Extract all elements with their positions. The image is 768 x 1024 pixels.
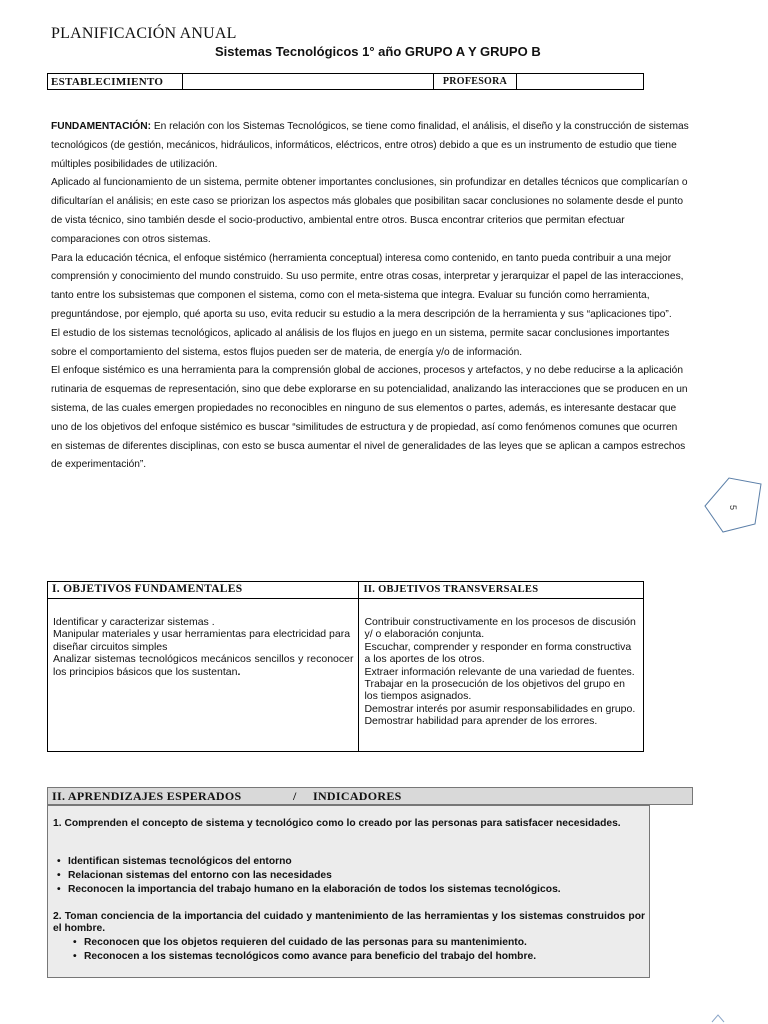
indicator-item: • Reconocen que los objetos requieren del cuidado de las personas para su mantenimiento. <box>84 937 527 949</box>
aprendizajes-header-left: II. APRENDIZAJES ESPERADOS <box>52 789 242 803</box>
list-item: Manipular materiales y usar herramientas para electricidad para diseñar circuitos simples <box>53 628 351 653</box>
list-item-text: Analizar sistemas tecnológicos mecánicos sencillos y reconocer los principios básicos que los sustentan <box>53 653 354 678</box>
indicator-item: • Reconocen a los sistemas tecnológicos como avance para beneficio del trabajo del hombre. <box>84 951 536 963</box>
establecimiento-label: ESTABLECIMIENTO <box>48 74 183 90</box>
aprendizaje-goal-1: 1. Comprenden el concepto de sistema y tecnológico como lo creado por las personas para satisfacer necesidades. <box>53 818 621 829</box>
indicator-item: • Identifican sistemas tecnológicos del entorno <box>68 856 292 868</box>
objetivos-transversales-list <box>360 600 642 730</box>
establishment-table <box>47 73 644 90</box>
fundamentacion-section <box>51 118 691 475</box>
list-item: Contribuir constructivamente en los procesos de discusión y/ o elaboración conjunta. <box>364 616 636 641</box>
objetivos-transversales-header: II. OBJETIVOS TRANSVERSALES <box>363 584 539 595</box>
fundamentacion-paragraph: Para la educación técnica, el enfoque sistémico (herramienta conceptual) interesa como contenido, en tanto pueda contribuir a una mejor comprensión y conocimiento del mundo construido. Su uso permite, entre otras cosas, interpretar y jerarquizar el papel de las interacciones, tanto entre los subsistemas que componen el sistema, como con el meta-sistema que integra. Evaluar su función como herramienta, preguntándose, por ejemplo, qué aporta su uso, evita reducir su estudio a la mera descripción de la herramienta y sus “aplicaciones tipo”. <box>51 252 684 320</box>
aprendizajes-header <box>47 787 693 805</box>
objetivos-fundamentales-header-cell <box>48 582 359 599</box>
list-item <box>53 653 353 678</box>
document-subtitle: Sistemas Tecnológicos 1° año GRUPO A Y GRUPO B <box>215 44 541 59</box>
list-item: Trabajar en la prosecución de los objetivos del grupo en los tiempos asignados. <box>364 678 625 703</box>
establecimiento-value <box>183 74 434 90</box>
objetivos-fundamentales-header: I. OBJETIVOS FUNDAMENTALES <box>52 583 243 595</box>
profesora-value <box>517 74 644 90</box>
page-number: 5 <box>728 505 738 511</box>
fundamentacion-paragraph: El enfoque sistémico es una herramienta para la comprensión global de acciones, procesos y artefactos, y no debe reducirse a la aplicación rutinaria de esquemas de representación, sino que debe explorarse en su potencialidad, analizando las interacciones que se producen en un sistema, de las cuales emergen propiedades no reconocibles en ninguno de sus elementos o partes, además, es interesante destacar que uno de los objetivos del enfoque sistémico es buscar “similitudes de estructura y de propiedad, así como fenómenos comunes que ocurren en sistemas de diferentes disciplinas, con esto se busca aumentar el nivel de generalidades de las leyes que se aplican a campos estrechos de experimentación”. <box>51 365 688 471</box>
objetivos-transversales-header-cell <box>359 582 644 599</box>
aprendizajes-header-right: INDICADORES <box>313 789 402 803</box>
objetivos-fundamentales-cell <box>48 599 359 752</box>
chevron-up-icon <box>708 1012 728 1024</box>
aprendizaje-goal-2: 2. Toman conciencia de la importancia del cuidado y mantenimiento de las herramientas y los sistemas construidos por el hombre. <box>53 911 645 934</box>
list-item: Escuchar, comprender y responder en forma constructiva a los aportes de los otros. <box>364 640 632 666</box>
fundamentacion-paragraph: Aplicado al funcionamiento de un sistema, permite obtener importantes conclusiones, sin profundizar en detalles técnicos que complicarían o dificultarían el análisis; en este caso se priorizan los aspectos más globales que posibilitan sacar conclusiones no solamente desde el punto de vista técnico, sino también desde el socio-productivo, ambiental entre otros. Busca encontrar criterios que permitan efectuar comparaciones con otros sistemas. <box>51 177 688 245</box>
list-item: Demostrar habilidad para aprender de los errores. <box>364 715 598 728</box>
fundamentacion-text-1: En relación con los Sistemas Tecnológicos, se tiene como finalidad, el análisis, el diseño y la construcción de sistemas tecnológicos (de gestión, mecánicos, hidráulicos, informáticos, eléctricos, entre otros) debido a que es un instrumento de estudio que tiene múltiples posibilidades de utilización. <box>51 121 689 170</box>
aprendizajes-box <box>47 805 650 978</box>
list-item-end: . <box>237 665 241 678</box>
list-item: Demostrar interés por asumir responsabilidades en grupo. <box>364 702 636 715</box>
fundamentacion-paragraph <box>51 118 691 174</box>
list-item: Identificar y caracterizar sistemas . <box>53 616 215 628</box>
objetivos-table <box>47 581 644 752</box>
indicator-item: • Reconocen la importancia del trabajo humano en la elaboración de todos los sistemas tecnológicos. <box>68 884 561 896</box>
fundamentacion-label: FUNDAMENTACIÓN: <box>51 121 151 132</box>
objetivos-transversales-cell <box>359 599 644 752</box>
document-title: PLANIFICACIÓN ANUAL <box>51 25 237 42</box>
list-item: Extraer información relevante de una variedad de fuentes. <box>364 665 635 678</box>
fundamentacion-paragraph: El estudio de los sistemas tecnológicos, aplicado al análisis de los flujos en juego en un sistema, permite sacar conclusiones importantes sobre el comportamiento del sistema, estos flujos pueden ser de materia, de energía y/o de información. <box>51 327 670 358</box>
indicator-item: • Relacionan sistemas del entorno con las necesidades <box>68 870 332 882</box>
aprendizajes-header-slash: / <box>293 789 297 803</box>
page-number-badge-icon <box>703 476 765 534</box>
profesora-label: PROFESORA <box>434 74 517 90</box>
objetivos-fundamentales-list <box>49 600 357 680</box>
